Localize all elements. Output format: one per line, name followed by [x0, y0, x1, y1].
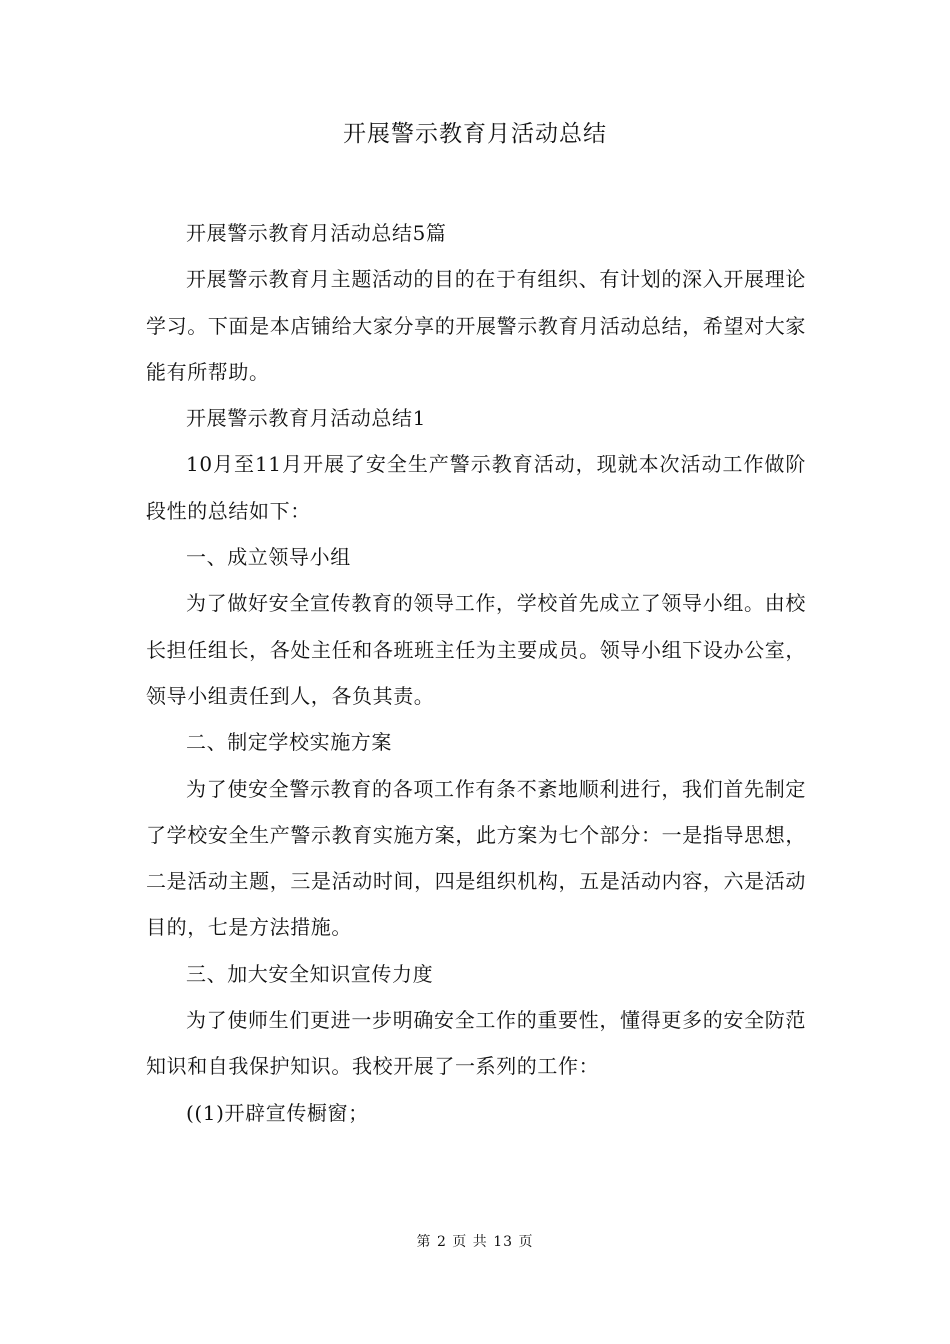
document-body — [146, 210, 806, 1136]
paragraph-leadership: 为了做好安全宣传教育的领导工作，学校首先成立了领导小组。由校长担任组长，各处主任和各班班主任为主要成员。领导小组下设办公室，领导小组责任到人，各负其责。 — [146, 591, 806, 708]
paragraph-intro: 开展警示教育月主题活动的目的在于有组织、有计划的深入开展理论学习。下面是本店铺给大家分享的开展警示教育月活动总结，希望对大家能有所帮助。 — [146, 267, 806, 384]
paragraph-plan: 为了使安全警示教育的各项工作有条不紊地顺利进行，我们首先制定了学校安全生产警示教育实施方案，此方案为七个部分：一是指导思想，二是活动主题，三是活动时间，四是组织机构，五是活动内容，六是活动目的，七是方法措施。 — [146, 776, 806, 940]
section-heading-summary-1: 开展警示教育月活动总结1 — [186, 406, 426, 431]
section-heading-2: 二、制定学校实施方案 — [186, 730, 392, 755]
section-heading-3: 三、加大安全知识宣传力度 — [186, 961, 434, 986]
paragraph-subtitle: 开展警示教育月活动总结5篇 — [186, 221, 447, 245]
section-heading-1: 一、成立领导小组 — [186, 545, 351, 570]
list-item-1: ((1)开辟宣传橱窗； — [186, 1100, 369, 1125]
page-footer: 第 2 页 共 13 页 — [416, 1234, 534, 1250]
paragraph-publicity: 为了使师生们更进一步明确安全工作的重要性，懂得更多的安全防范知识和自我保护知识。我校开展了一系列的工作： — [146, 1008, 806, 1079]
paragraph-overview: 10月至11月开展了安全生产警示教育活动，现就本次活动工作做阶段性的总结如下： — [146, 452, 806, 523]
document-title: 开展警示教育月活动总结 — [343, 121, 607, 147]
